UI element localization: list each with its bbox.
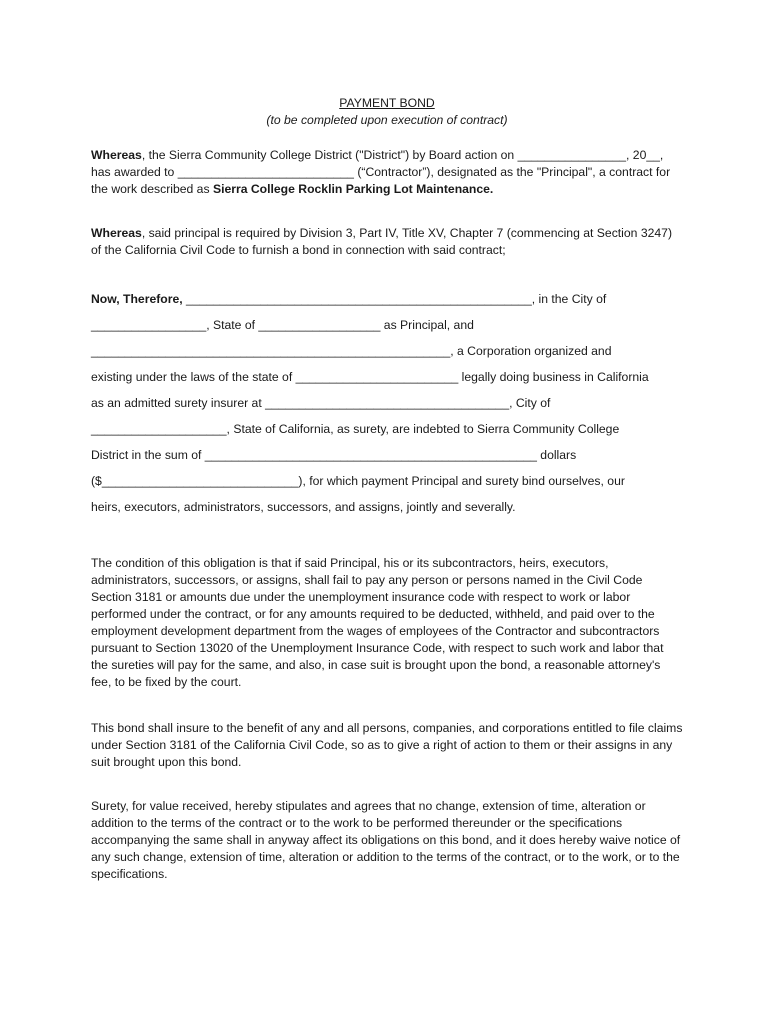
condition-paragraph: The condition of this obligation is that if said Principal, his or its subcontractors, heirs, executors, administrators, successors, or assigns, shall fail to pay any person or persons named in the Civil Code Section 3181 or amounts due under the unemployment insurance code with respect to work or labor performed under the contract, or for any amounts required to be deducted, withheld, and paid over to the employment development department from the wages of employees of the Contractor and subcontractors pursuant to Section 13020 of the Unemployment Insurance Code, with respect to such work and labor that the sureties will pay for the same, and also, in case suit is brought upon the bond, a reasonable attorney's fee, to be fixed by the court. [91, 556, 664, 689]
document-subtitle: (to be completed upon execution of contract) [266, 113, 508, 127]
whereas-paragraph-2 [91, 225, 683, 259]
project-name: Sierra College Rocklin Parking Lot Maintenance. [212, 182, 494, 196]
therefore-line: District in the sum of _________________________________________________ dollars [91, 448, 577, 462]
therefore-line: as an admitted surety insurer at ____________________________________, City of [91, 396, 551, 410]
benefit-paragraph: This bond shall insure to the benefit of any and all persons, companies, and corporations entitled to file claims under Section 3181 of the California Civil Code, so as to give a right of action to them or their assigns in any suit brought upon this bond. [91, 721, 683, 769]
therefore-line [91, 286, 683, 312]
therefore-paragraph [91, 286, 683, 520]
document-title: PAYMENT BOND [339, 96, 435, 110]
therefore-line: _________________, State of __________________ as Principal, and [91, 318, 474, 332]
whereas-text: , said principal is required by Division 3, Part IV, Title XV, Chapter 7 (commencing at Section 3247) of the California Civil Code to furnish a bond in connection with said contract; [91, 226, 673, 257]
surety-paragraph: Surety, for value received, hereby stipulates and agrees that no change, extension of time, alteration or addition to the terms of the contract or to the work to be performed thereunder or the specifications accompanying the same shall in anyway affect its obligations on this bond, and it does hereby waive notice of any such change, extension of time, alteration or addition to the terms of the contract, or to the work, or to the specifications. [91, 799, 681, 881]
whereas-paragraph-1 [91, 147, 683, 198]
whereas-text: , the Sierra Community College District ("District") by Board action on ________________, 20__, has awarded to __________________________ (“Contractor”), designated as the "Principal", a contract for the work described as [91, 148, 671, 196]
document-body [91, 95, 683, 883]
therefore-line: ____________________, State of California, as surety, are indebted to Sierra Community College [91, 422, 620, 436]
therefore-line: heirs, executors, administrators, successors, and assigns, jointly and severally. [91, 500, 516, 514]
therefore-line-text: ___________________________________________________, in the City of [182, 292, 607, 306]
therefore-lead: Now, Therefore, [91, 292, 183, 306]
therefore-line: existing under the laws of the state of ________________________ legally doing business in California [91, 370, 649, 384]
whereas-lead: Whereas [91, 226, 142, 240]
therefore-line: ($_____________________________), for which payment Principal and surety bind ourselves, our [91, 474, 625, 488]
whereas-lead: Whereas [91, 148, 142, 162]
therefore-line: _____________________________________________________, a Corporation organized and [91, 344, 612, 358]
